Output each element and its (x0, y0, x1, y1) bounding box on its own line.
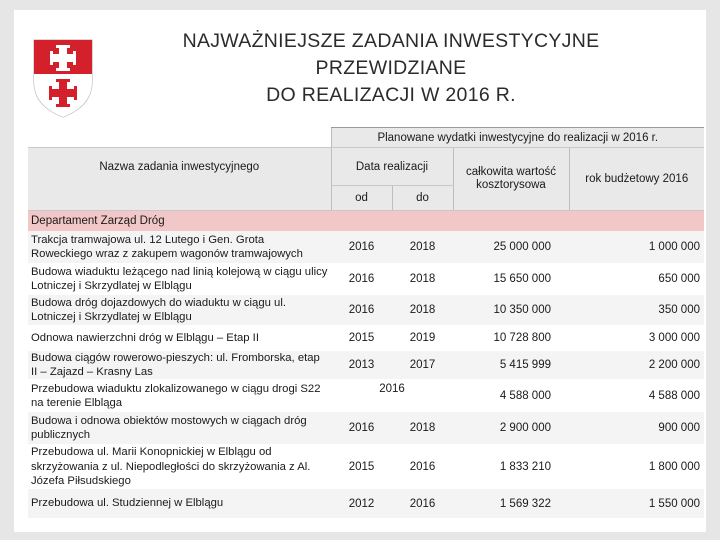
table-row (28, 489, 704, 519)
budget-2016: 650 000 (569, 264, 704, 295)
elblag-coat-of-arms-icon (32, 38, 94, 118)
total-cost-header: całkowita wartość kosztorysowa (453, 148, 569, 211)
date-to: 2018 (392, 264, 453, 295)
task-name: Odnowa nawierzchni dróg w Elblągu – Etap II (28, 326, 331, 351)
task-name: Budowa wiaduktu leżącego nad linią kolejową w ciągu ulicy Lotniczej i Skrzydlatej w Elblągu (28, 264, 331, 295)
task-name: Przebudowa ul. Marii Konopnickiej w Elblągu od skrzyżowania z ul. Niepodległości do skrzyżowania z Al. Józefa Piłsudskiego (28, 445, 331, 489)
planned-expenses-header: Planowane wydatki inwestycyjne do realizacji w 2016 r. (331, 128, 704, 148)
date-from-header: od (331, 186, 392, 211)
task-name: Trakcja tramwajowa ul. 12 Lutego i Gen. Grota Roweckiego wraz z zakupem wagonów tramwajowych (28, 231, 331, 264)
total-cost: 25 000 000 (453, 231, 569, 264)
task-name: Budowa ciągów rowerowo-pieszych: ul. Fromborska, etap II – Zajazd – Krasny Las (28, 351, 331, 380)
budget-2016: 1 550 000 (569, 489, 704, 519)
dates-header: Data realizacji (331, 148, 453, 186)
table-row (28, 351, 704, 380)
title-line-3: DO REALIZACJI W 2016 R. (266, 84, 516, 106)
total-cost: 4 588 000 (453, 380, 569, 412)
table-row (28, 380, 704, 412)
budget-2016: 4 588 000 (569, 380, 704, 412)
table-row (28, 412, 704, 445)
date-to: 2016 (392, 445, 453, 489)
budget-2016: 1 800 000 (569, 445, 704, 489)
total-cost: 2 900 000 (453, 412, 569, 445)
table-row (28, 326, 704, 351)
total-cost: 10 728 800 (453, 326, 569, 351)
task-name: Budowa i odnowa obiektów mostowych w ciągach dróg publicznych (28, 412, 331, 445)
table-row (28, 264, 704, 295)
budget-2016: 900 000 (569, 412, 704, 445)
total-cost: 1 569 322 (453, 489, 569, 519)
total-cost: 15 650 000 (453, 264, 569, 295)
task-name: Przebudowa wiaduktu zlokalizowanego w ciągu drogi S22 na terenie Elbląga (28, 380, 331, 412)
table-row (28, 295, 704, 326)
budget-2016: 2 200 000 (569, 351, 704, 380)
date-to: 2018 (392, 412, 453, 445)
table-row (28, 445, 704, 489)
task-name: Przebudowa ul. Studziennej w Elblągu (28, 489, 331, 519)
title-line-1: NAJWAŻNIEJSZE ZADANIA INWESTYCYJNE (182, 30, 600, 52)
date-from: 2015 (331, 326, 392, 351)
date-to: 2016 (392, 489, 453, 519)
date-from: 2012 (331, 489, 392, 519)
budget-2016: 3 000 000 (569, 326, 704, 351)
table-row (28, 231, 704, 264)
budget-year-header: rok budżetowy 2016 (569, 148, 704, 211)
total-cost: 10 350 000 (453, 295, 569, 326)
budget-2016: 1 000 000 (569, 231, 704, 264)
date-from: 2015 (331, 445, 392, 489)
date-from: 2016 (331, 295, 392, 326)
date-to-header: do (392, 186, 453, 211)
date-from: 2016 (331, 264, 392, 295)
task-name-header: Nazwa zadania inwestycyjnego (28, 148, 331, 211)
date-from: 2016 (331, 231, 392, 264)
date-to: 2018 (392, 295, 453, 326)
investment-table (28, 127, 704, 519)
slide-title (106, 28, 676, 109)
date-to: 2019 (392, 326, 453, 351)
task-name: Budowa dróg dojazdowych do wiaduktu w ciągu ul. Lotniczej i Skrzydlatej w Elblągu (28, 295, 331, 326)
slide (14, 10, 706, 532)
realization-year: 2016 (331, 380, 453, 412)
date-from: 2013 (331, 351, 392, 380)
total-cost: 1 833 210 (453, 445, 569, 489)
budget-2016: 350 000 (569, 295, 704, 326)
total-cost: 5 415 999 (453, 351, 569, 380)
department-row: Departament Zarząd Dróg (28, 211, 704, 231)
date-from: 2016 (331, 412, 392, 445)
title-line-2: PRZEWIDZIANE (315, 57, 467, 79)
date-to: 2018 (392, 231, 453, 264)
date-to: 2017 (392, 351, 453, 380)
